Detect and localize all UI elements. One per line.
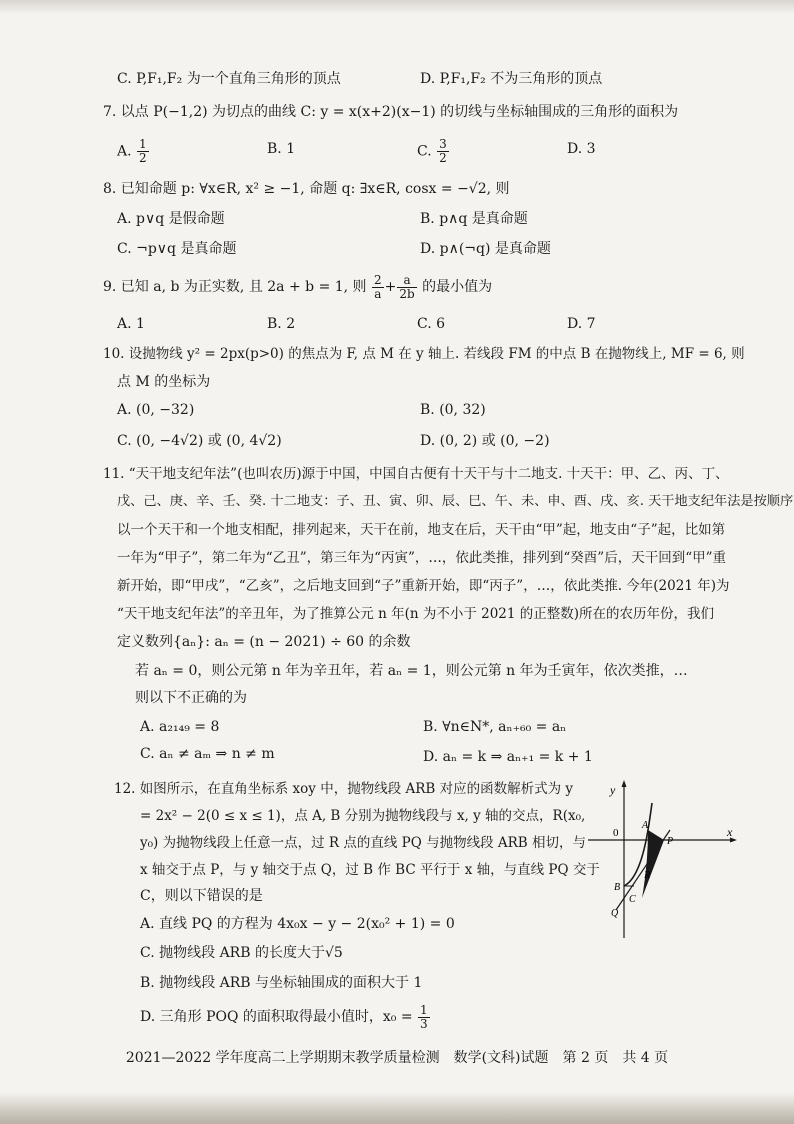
q10-stem-line-2: 点 M 的坐标为 [117, 374, 211, 390]
q12-option-d-fraction [418, 1004, 430, 1031]
q7-option-c-numerator: 3 [439, 137, 447, 151]
q11-line-1: 11. “天干地支纪年法”(也叫农历)源于中国，中国自古便有十天干与十二地支. 十天干：甲、乙、丙、丁、 [103, 466, 729, 482]
scan-bottom-edge [0, 1092, 794, 1124]
scan-top-edge [0, 0, 794, 14]
q7-option-c [417, 138, 450, 165]
point-q-label: Q [611, 908, 619, 919]
q11-option-a: A. a₂₁₄₉ = 8 [140, 719, 220, 735]
page-footer: 2021—2022 学年度高二上学期期末教学质量检测 数学(文科)试题 第 2 页 共 4 页 [125, 1050, 669, 1066]
q11-line-8: 若 aₙ = 0，则公元第 n 年为辛丑年，若 aₙ = 1，则公元第 n 年为壬寅年，依次类推，… [135, 663, 688, 679]
q9-option-b: B. 2 [267, 316, 296, 332]
q12-option-d [140, 1002, 431, 1032]
point-a-label: A [642, 820, 649, 831]
q11-option-c: C. aₙ ≠ aₘ ⇒ n ≠ m [140, 746, 275, 762]
q12-option-d-numerator: 1 [420, 1002, 428, 1017]
q9-stem-prefix: 9. 已知 a, b 为正实数, 且 2a + b = 1, 则 [103, 279, 367, 295]
q12-line-4: x 轴交于点 P，与 y 轴交于点 Q，过 B 作 BC 平行于 x 轴，与直线 PQ 交于 [140, 862, 600, 878]
q10-stem-line-1: 10. 设抛物线 y² = 2px(p>0) 的焦点为 F, 点 M 在 y 轴上. 若线段 FM 的中点 B 在抛物线上, MF = 6, 则 [103, 346, 745, 362]
q12-option-a: A. 直线 PQ 的方程为 4x₀x − y − 2(x₀² + 1) = 0 [140, 916, 455, 932]
q12-option-d-text: D. 三角形 POQ 的面积取得最小值时，x₀ = [140, 1009, 413, 1025]
q12-option-d-denominator: 3 [420, 1016, 428, 1031]
y-axis-label: y [610, 783, 616, 797]
q9-option-c: C. 6 [417, 316, 446, 332]
q10-option-b: B. (0, 32) [420, 402, 486, 418]
q9-fraction-1 [372, 274, 384, 301]
q12-option-b: B. 抛物线段 ARB 与坐标轴围成的面积大于 1 [140, 975, 423, 991]
q9-plus: + [384, 279, 397, 295]
q11-option-d: D. aₙ = k ⇒ aₙ₊₁ = k + 1 [423, 749, 593, 765]
q12-line-5: C，则以下错误的是 [140, 888, 263, 904]
q9-fraction-2 [397, 274, 416, 301]
q9-fraction-1-denominator: a [374, 286, 382, 301]
point-r-label: R [644, 870, 651, 881]
q11-line-2: 戊、己、庚、辛、壬、癸. 十二地支：子、丑、寅、卯、辰、巳、午、未、申、酉、戌、亥. 天干地支纪年法是按顺序 [117, 494, 794, 509]
q12-line-3: y₀) 为抛物线段上任意一点，过 R 点的直线 PQ 与抛物线段 ARB 相切，与 [140, 835, 586, 851]
q8-stem: 8. 已知命题 p: ∀x∈R, x² ≥ −1, 命题 q: ∃x∈R, cosx = −√2, 则 [103, 181, 510, 197]
q9-option-d: D. 7 [567, 316, 596, 332]
y-axis-arrow [622, 780, 627, 787]
point-c-label: C [629, 894, 636, 905]
q12-line-2: = 2x² − 2(0 ≤ x ≤ 1)，点 A, B 分别为抛物线段与 x, y 轴的交点，R(x₀, [140, 808, 586, 824]
q12-coordinate-figure [582, 778, 742, 943]
q10-option-a: A. (0, −32) [117, 402, 195, 418]
q11-line-9: 则以下不正确的为 [135, 690, 247, 706]
point-b-label: B [614, 882, 621, 893]
q8-option-a: A. p∨q 是假命题 [117, 211, 225, 227]
q7-option-b: B. 1 [267, 141, 296, 157]
q7-option-a-fraction [137, 138, 149, 165]
q11-line-4: 一年为“甲子”，第二年为“乙丑”，第三年为“丙寅”，…，依此类推，排列到“癸酉”后，天干回到“甲”重 [117, 550, 727, 566]
q7-option-a-denominator: 2 [139, 151, 147, 165]
q8-option-c: C. ¬p∨q 是真命题 [117, 241, 237, 257]
q9-stem-suffix: 的最小值为 [422, 279, 493, 295]
q6-option-d: D. P,F₁,F₂ 不为三角形的顶点 [420, 71, 603, 87]
q11-line-6: “天干地支纪年法”的辛丑年，为了推算公元 n 年(n 为不小于 2021 的正整数)所在的农历年份，我们 [117, 606, 715, 622]
q8-option-d: D. p∧(¬q) 是真命题 [420, 241, 551, 257]
q11-line-7: 定义数列{aₙ}: aₙ = (n − 2021) ÷ 60 的余数 [117, 634, 411, 650]
q9-fraction-2-numerator: a [397, 274, 416, 288]
q7-option-d: D. 3 [567, 141, 596, 157]
q7-option-c-denominator: 2 [439, 151, 447, 165]
q7-option-a-numerator: 1 [139, 137, 147, 151]
q8-option-b: B. p∧q 是真命题 [420, 211, 528, 227]
q9-fraction-2-denominator: 2b [399, 286, 415, 301]
q11-line-5: 新开始，即“甲戌”，“乙亥”，之后地支回到“子”重新开始，即“丙子”，…，依此类推. 今年(2021 年)为 [117, 578, 730, 594]
origin-label: 0 [613, 827, 619, 839]
q10-option-c: C. (0, −4√2) 或 (0, 4√2) [117, 433, 282, 449]
q11-line-3: 以一个天干和一个地支相配，排列起来，天干在前，地支在后，天干由“甲”起，地支由“子”起，比如第 [117, 522, 726, 538]
x-axis-label: x [727, 825, 733, 839]
point-p-label: P [667, 836, 674, 847]
q7-option-c-label: C. [417, 143, 432, 160]
q9-option-a: A. 1 [117, 316, 145, 332]
q6-option-c: C. P,F₁,F₂ 为一个直角三角形的顶点 [117, 71, 341, 87]
q9-stem [103, 272, 492, 302]
q10-option-d: D. (0, 2) 或 (0, −2) [420, 433, 550, 449]
q9-fraction-1-numerator: 2 [374, 272, 382, 287]
q7-stem: 7. 以点 P(−1,2) 为切点的曲线 C: y = x(x+2)(x−1) 的切线与坐标轴围成的三角形的面积为 [103, 104, 679, 120]
q11-option-b: B. ∀n∈N*, aₙ₊₆₀ = aₙ [423, 719, 567, 735]
q7-option-a-label: A. [117, 143, 132, 160]
q12-line-1: 12. 如图所示，在直角坐标系 xoy 中，抛物线段 ARB 对应的函数解析式为 y [114, 781, 574, 797]
q7-option-c-fraction [437, 138, 449, 165]
q12-option-c: C. 抛物线段 ARB 的长度大于√5 [140, 945, 343, 961]
q7-option-a [117, 138, 150, 165]
